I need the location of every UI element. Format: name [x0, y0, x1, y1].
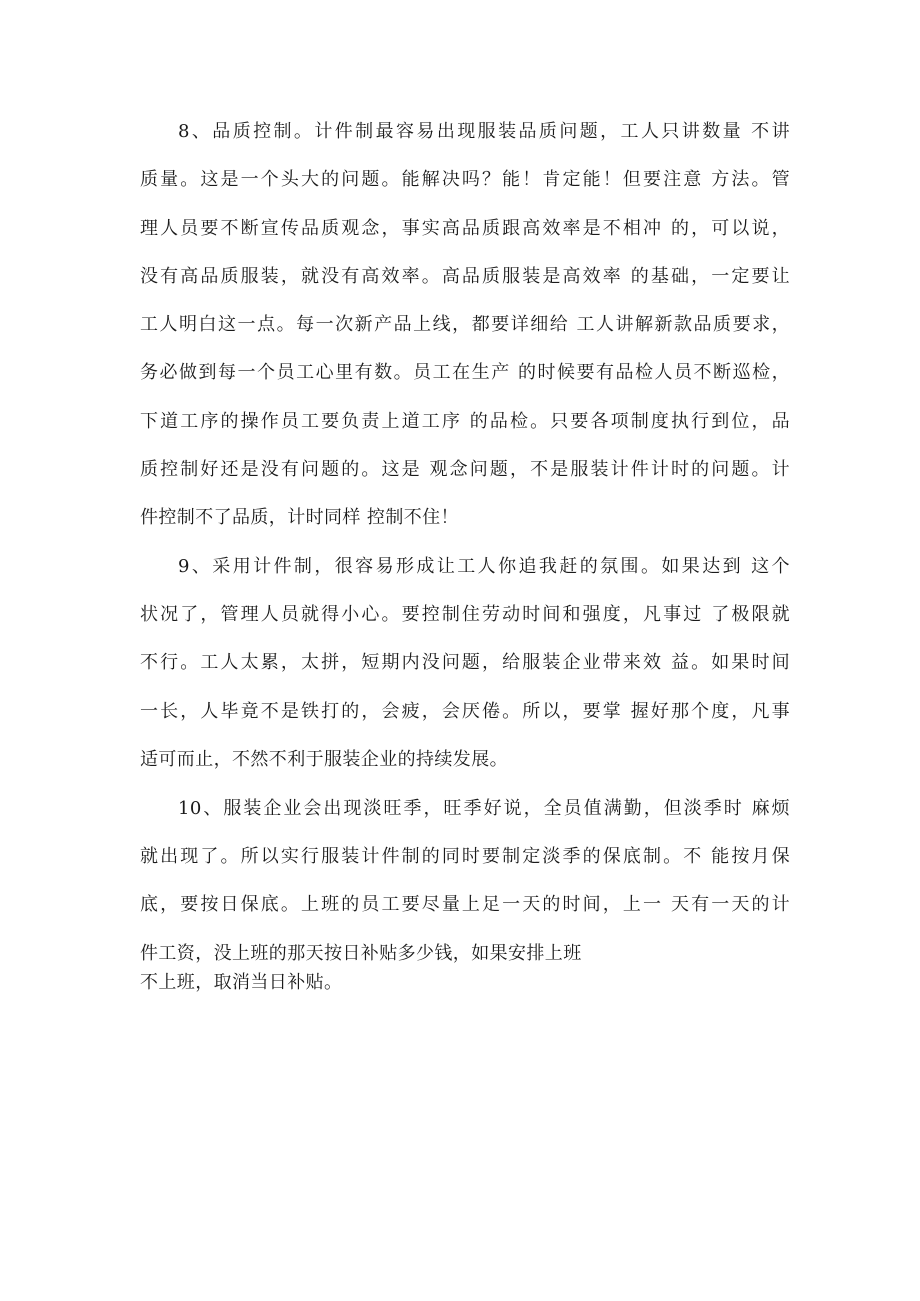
p8-line-9: 件控制不了品质，计时同样 控制不住！ [140, 507, 459, 528]
p10-line-2: 就出现了。所以实行服装计件制的同时要制定淡季的保底制。不 能按月保 [140, 846, 790, 867]
p8-line-8: 质控制好还是没有问题的。这是 观念问题，不是服装计件计时的问题。计 [140, 459, 790, 480]
p9-line-2: 状况了，管理人员就得小心。要控制住劳动时间和强度，凡事过 了极限就 [140, 604, 790, 625]
p9-line-3: 不行。工人太累，太拼，短期内没问题，给服装企业带来效 益。如果时间 [140, 652, 790, 673]
p9-line-4: 一长，人毕竟不是铁打的，会疲，会厌倦。所以，要掌 握好那个度，凡事 [140, 701, 790, 722]
p9-line-5: 适可而止，不然不利于服装企业的持续发展。 [140, 749, 508, 770]
p8-line-5: 工人明白这一点。每一次新产品上线，都要详细给 工人讲解新款品质要求， [140, 314, 790, 335]
p8-line-7: 下道工序的操作员工要负责上道工序 的品检。只要各项制度执行到位，品 [140, 411, 790, 432]
p10-line-3: 底，要按日保底。上班的员工要尽量上足一天的时间，上一 天有一天的计 [140, 894, 790, 915]
p8-line-3: 理人员要不断宣传品质观念，事实高品质跟高效率是不相冲 的，可以说， [140, 218, 790, 239]
p8-line-4: 没有高品质服装，就没有高效率。高品质服装是高效率 的基础，一定要让 [140, 266, 790, 287]
p8-line-2: 质量。这是一个头大的问题。能解决吗？能！肯定能！但要注意 方法。管 [140, 169, 790, 190]
p10-line-1: 10、服装企业会出现淡旺季，旺季好说，全员值满勤，但淡季时 麻烦 [178, 798, 790, 819]
p10-line-4: 件工资，没上班的那天按日补贴多少钱，如果安排上班 [140, 943, 582, 964]
p8-line-1: 8、品质控制。计件制最容易出现服装品质问题，工人只讲数量 不讲 [178, 121, 790, 142]
p8-line-6: 务必做到每一个员工心里有数。员工在生产 的时候要有品检人员不断巡检， [140, 362, 790, 383]
p9-line-1: 9、采用计件制，很容易形成让工人你追我赶的氛围。如果达到 这个 [178, 556, 790, 577]
p10-line-5: 不上班，取消当日补贴。 [140, 972, 343, 993]
